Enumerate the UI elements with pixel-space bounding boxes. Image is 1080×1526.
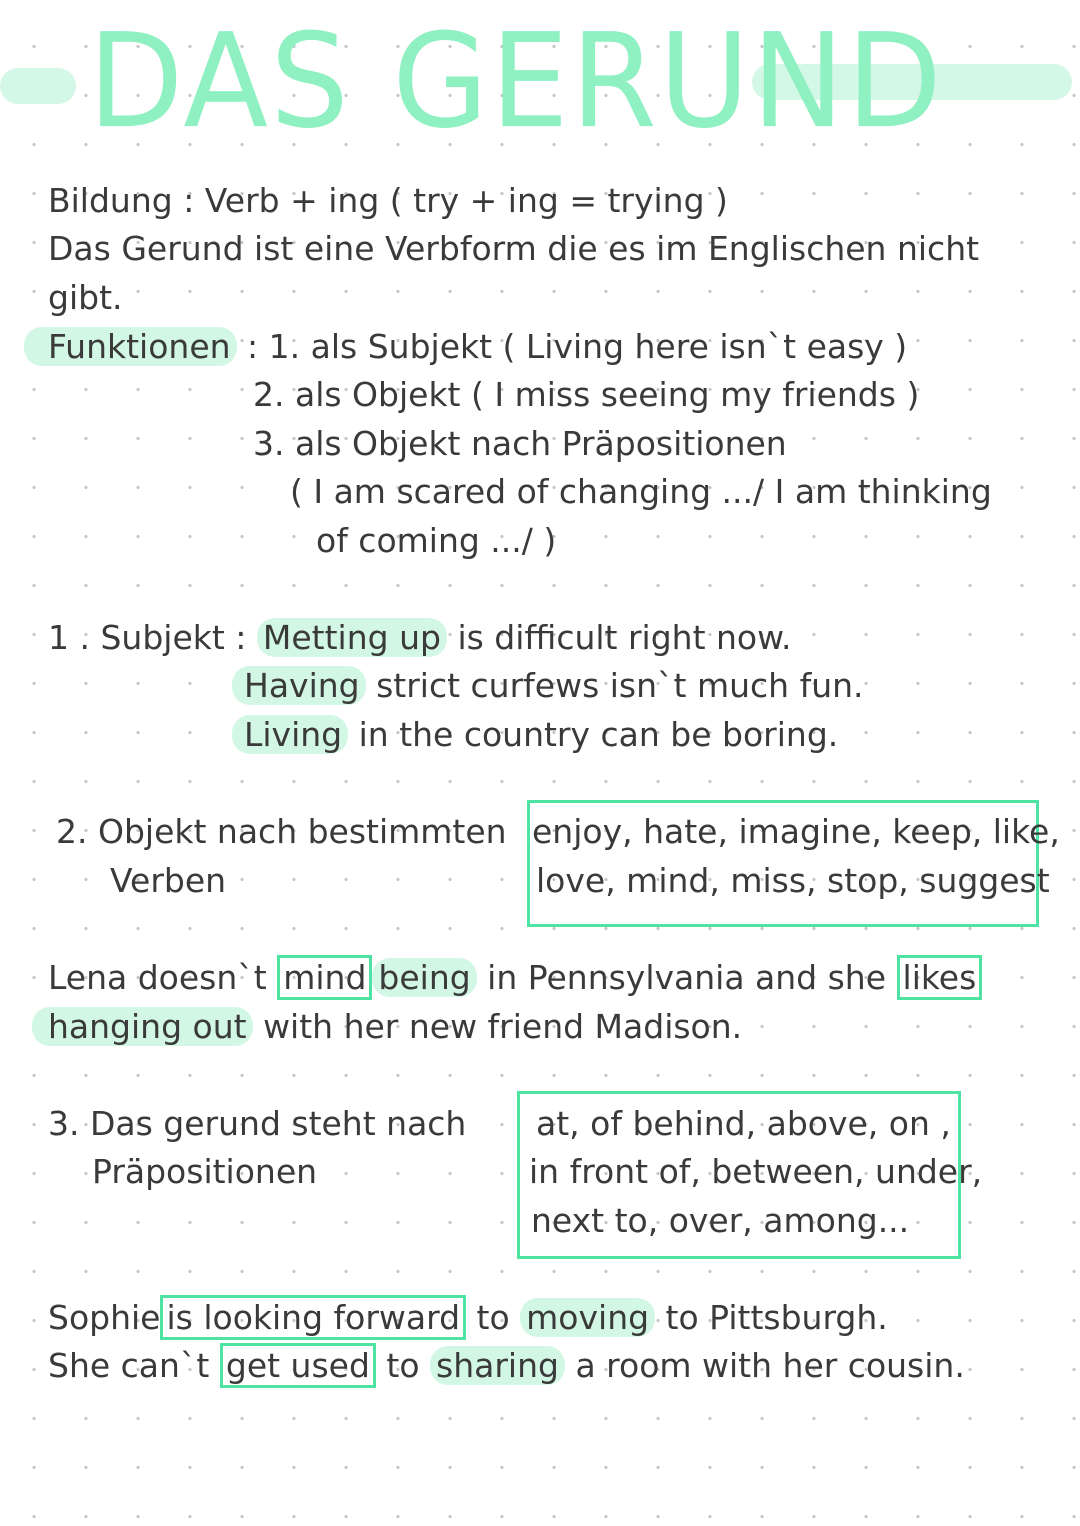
objekt-label-line-1: 2. Objekt nach bestimmten bbox=[56, 812, 507, 851]
funktionen-colon: : bbox=[236, 327, 269, 366]
function-1: 1. als Subjekt ( Living here isn`t easy ) bbox=[268, 327, 908, 366]
example-text: to bbox=[466, 1298, 521, 1337]
example-text: in Pennsylvania and she bbox=[476, 958, 897, 997]
subjekt-row-3 bbox=[232, 710, 838, 759]
preposition-list-line-1: at, of behind, above, on , bbox=[536, 1104, 951, 1143]
praeposition-label-line-2: Präpositionen bbox=[92, 1152, 318, 1191]
sophie-example-line-1 bbox=[48, 1293, 888, 1342]
verb-list-line-1: enjoy, hate, imagine, keep, like, bbox=[532, 812, 1060, 851]
gerund-highlight: Having bbox=[232, 666, 366, 705]
subjekt-label: 1 . Subjekt : bbox=[48, 618, 257, 657]
preposition-list-line-2: in front of, between, under, bbox=[529, 1152, 983, 1191]
objekt-label-line-2: Verben bbox=[110, 861, 227, 900]
verb-box: likes bbox=[897, 955, 983, 1000]
sentence-rest: in the country can be boring. bbox=[348, 715, 839, 754]
function-3-example-2: of coming .../ ) bbox=[316, 521, 557, 560]
function-3-example-1: ( I am scared of changing .../ I am thinking bbox=[290, 472, 992, 511]
example-text: with her new friend Madison. bbox=[252, 1007, 743, 1046]
example-text: She can`t bbox=[48, 1346, 220, 1385]
gerund-highlight: Living bbox=[232, 715, 348, 754]
description-line-1: Das Gerund ist eine Verbform die es im Englischen nicht bbox=[48, 229, 980, 268]
subjekt-row-2 bbox=[232, 661, 864, 710]
verb-box: mind bbox=[277, 955, 372, 1000]
lena-example-line-1 bbox=[48, 953, 982, 1002]
example-text: Lena doesn`t bbox=[48, 958, 278, 997]
funktionen-row bbox=[24, 322, 907, 371]
example-text: to Pittsburgh. bbox=[655, 1298, 888, 1337]
sophie-example-line-2 bbox=[48, 1341, 965, 1390]
subjekt-row-1 bbox=[48, 613, 792, 662]
phrase-box: is looking forward bbox=[160, 1295, 466, 1340]
praeposition-label-line-1: 3. Das gerund steht nach bbox=[48, 1104, 467, 1143]
gerund-highlight: sharing bbox=[430, 1346, 565, 1385]
sentence-rest: is difficult right now. bbox=[446, 618, 792, 657]
verb-list-line-2: love, mind, miss, stop, suggest bbox=[536, 861, 1050, 900]
bildung-line: Bildung : Verb + ing ( try + ing = trying ) bbox=[48, 181, 728, 220]
example-text: Sophie bbox=[48, 1298, 161, 1337]
title-left-bar bbox=[0, 68, 76, 104]
function-2: 2. als Objekt ( I miss seeing my friends ) bbox=[253, 375, 920, 414]
phrase-box: get used bbox=[220, 1343, 376, 1388]
preposition-list-line-3: next to, over, among... bbox=[531, 1201, 910, 1240]
example-text: a room with her cousin. bbox=[564, 1346, 965, 1385]
page-title: DAS GERUND bbox=[88, 6, 944, 158]
gerund-highlight: Metting up bbox=[257, 618, 447, 657]
sentence-rest: strict curfews isn`t much fun. bbox=[365, 666, 864, 705]
example-text: to bbox=[375, 1346, 431, 1385]
gerund-highlight: being bbox=[372, 958, 476, 997]
description-line-2: gibt. bbox=[48, 278, 123, 317]
funktionen-label: Funktionen bbox=[24, 327, 237, 366]
gerund-highlight: hanging out bbox=[32, 1007, 253, 1046]
lena-example-line-2 bbox=[32, 1002, 742, 1051]
gerund-highlight: moving bbox=[520, 1298, 655, 1337]
function-3: 3. als Objekt nach Präpositionen bbox=[253, 424, 787, 463]
